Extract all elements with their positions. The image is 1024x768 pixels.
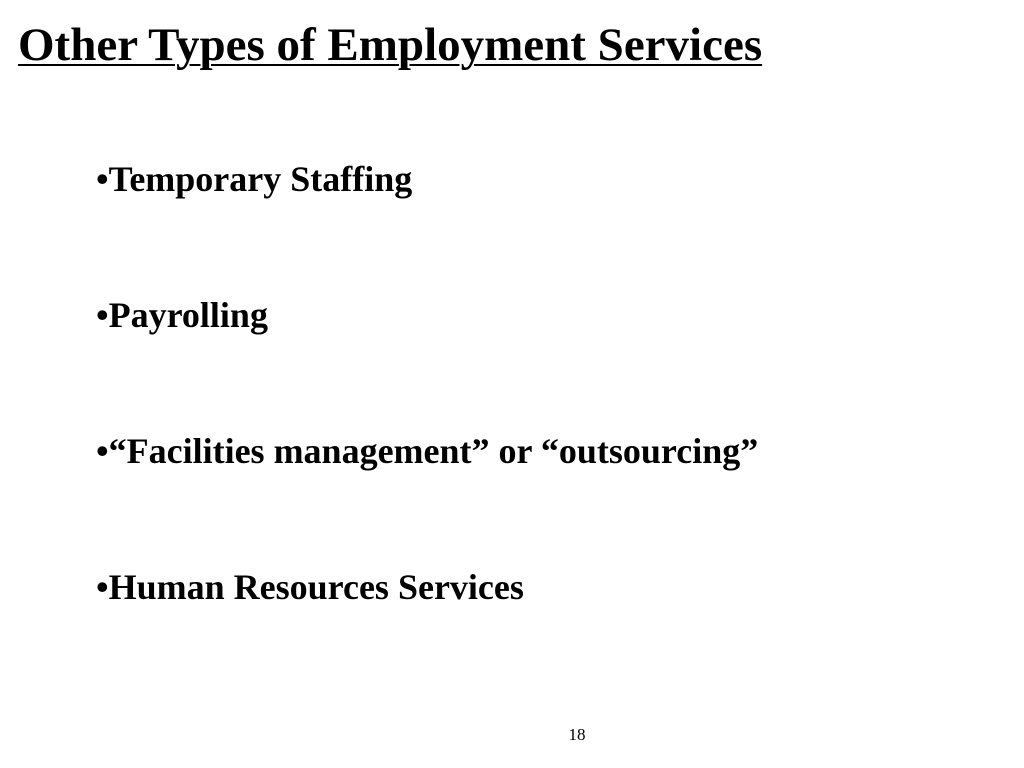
bullet-icon: • xyxy=(96,159,109,199)
bullet-icon: • xyxy=(96,567,109,607)
bullet-item xyxy=(96,424,758,478)
bullet-text: Payrolling xyxy=(108,295,268,335)
bullet-item xyxy=(96,288,758,342)
bullet-item xyxy=(96,560,758,614)
bullet-list xyxy=(96,152,758,614)
bullet-text: Human Resources Services xyxy=(108,567,524,607)
bullet-text: Temporary Staffing xyxy=(108,159,413,199)
bullet-icon: • xyxy=(96,295,109,335)
bullet-icon: • xyxy=(96,431,109,471)
bullet-text: “Facilities management” or “outsourcing” xyxy=(108,431,759,471)
slide-title: Other Types of Employment Services xyxy=(18,19,763,71)
bullet-item xyxy=(96,152,758,206)
page-number: 18 xyxy=(568,725,586,744)
